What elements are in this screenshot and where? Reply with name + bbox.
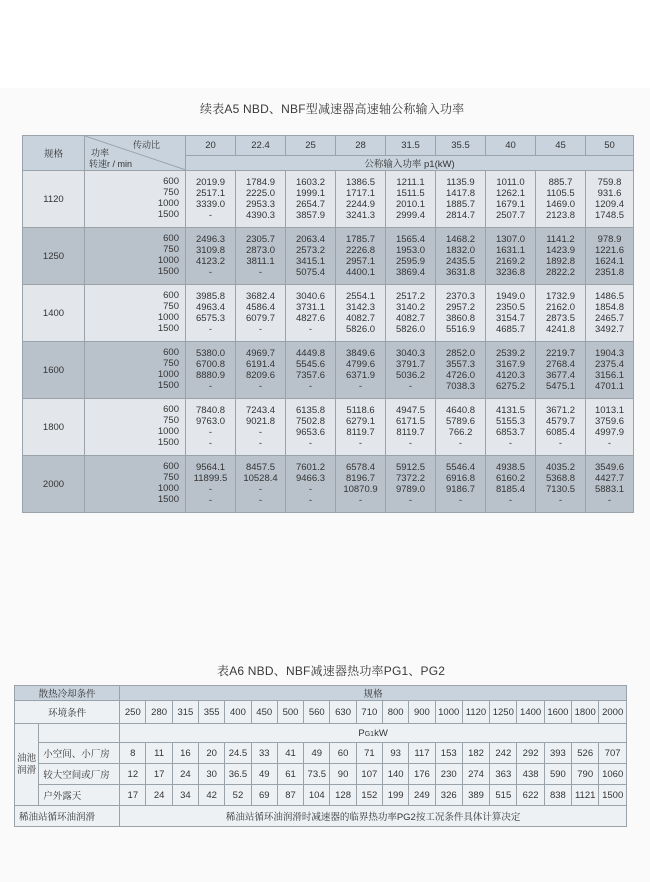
size-header: 500 [277, 701, 303, 724]
circulation-lubrication-label: 稀油站循环油润滑 [15, 806, 120, 827]
power-value-cell: 3849.6 4799.6 6371.9 - [336, 342, 386, 399]
thermal-power-cell: 49 [304, 743, 330, 764]
power-value-cell: 1486.5 1854.8 2465.7 3492.7 [586, 285, 634, 342]
thermal-power-cell: 90 [330, 764, 356, 785]
thermal-power-cell: 526 [572, 743, 599, 764]
power-value-cell: 885.7 1105.5 1469.0 2123.8 [536, 171, 586, 228]
speed-cell: 600 750 1000 1500 [85, 285, 186, 342]
table-a6-title: 表A6 NBD、NBF减速器热功率PG1、PG2 [217, 664, 446, 678]
power-value-cell: 1949.0 2350.5 3154.7 4685.7 [486, 285, 536, 342]
thermal-power-cell: 790 [572, 764, 599, 785]
thermal-power-cell: 71 [356, 743, 382, 764]
thermal-power-cell: 249 [409, 785, 435, 806]
circulation-note: 稀油站循环油润滑时减速器的临界热功率PG2按工况条件具体计算决定 [120, 806, 627, 827]
environment-label: 户外露天 [39, 785, 120, 806]
environment-header: 环境条件 [15, 701, 120, 724]
power-value-cell: 2517.2 3140.2 4082.7 5826.0 [386, 285, 436, 342]
thermal-power-cell: 1500 [599, 785, 627, 806]
power-value-cell: 7840.8 9763.0 - - [186, 399, 236, 456]
speed-cell: 600 750 1000 1500 [85, 171, 186, 228]
thermal-power-cell: 199 [383, 785, 409, 806]
power-value-cell: 1141.2 1423.9 1892.8 2822.2 [536, 228, 586, 285]
thermal-power-cell: 128 [330, 785, 356, 806]
thermal-power-cell: 52 [225, 785, 251, 806]
thermal-power-cell: 230 [435, 764, 462, 785]
power-value-cell: 2063.4 2573.2 3415.1 5075.4 [286, 228, 336, 285]
size-header: 1250 [490, 701, 517, 724]
table-a5-title: 续表A5 NBD、NBF型减速器高速轴公称输入功率 [200, 102, 465, 116]
thermal-power-cell: 104 [304, 785, 330, 806]
thermal-power-cell: 1060 [599, 764, 627, 785]
blank-cell [39, 724, 120, 743]
power-value-cell: 1135.9 1417.8 1885.7 2814.7 [436, 171, 486, 228]
ratio-header: 35.5 [436, 136, 486, 156]
thermal-power-cell: 24 [146, 785, 172, 806]
size-header: 355 [199, 701, 225, 724]
power-value-cell: 1386.5 1717.1 2244.9 3241.3 [336, 171, 386, 228]
spec-cell: 2000 [23, 456, 85, 513]
thermal-power-cell: 182 [462, 743, 489, 764]
power-value-cell: 3682.4 4586.4 6079.7 - [236, 285, 286, 342]
thermal-power-cell: 24 [172, 764, 198, 785]
thermal-power-cell: 389 [462, 785, 489, 806]
thermal-power-cell: 87 [277, 785, 303, 806]
thermal-power-cell: 8 [120, 743, 146, 764]
size-header: 2000 [599, 701, 627, 724]
power-value-cell: 1011.0 1262.1 1679.1 2507.7 [486, 171, 536, 228]
thermal-power-cell: 17 [146, 764, 172, 785]
size-header: 630 [330, 701, 356, 724]
thermal-power-cell: 11 [146, 743, 172, 764]
power-value-cell: 2852.0 3557.3 4726.0 7038.3 [436, 342, 486, 399]
size-header: 1400 [517, 701, 544, 724]
thermal-power-cell: 590 [544, 764, 571, 785]
size-header: 250 [120, 701, 146, 724]
power-value-cell: 7601.2 9466.3 - - [286, 456, 336, 513]
ratio-header: 50 [586, 136, 634, 156]
power-value-cell: 8457.5 10528.4 - - [236, 456, 286, 513]
table-row [15, 743, 627, 764]
power-value-cell: 5118.6 6279.1 8119.7 - [336, 399, 386, 456]
power-value-cell: 1904.3 2375.4 3156.1 4701.1 [586, 342, 634, 399]
power-value-cell: 1732.9 2162.0 2873.5 4241.8 [536, 285, 586, 342]
cooling-condition-header: 散热冷却条件 [15, 686, 120, 701]
power-value-cell: 3549.6 4427.7 5883.1 - [586, 456, 634, 513]
power-value-cell: 4947.5 6171.5 8119.7 - [386, 399, 436, 456]
power-value-cell: 3985.8 4963.4 6575.3 - [186, 285, 236, 342]
speed-cell: 600 750 1000 1500 [85, 456, 186, 513]
power-value-cell: 2554.1 3142.3 4082.7 5826.0 [336, 285, 386, 342]
power-value-cell: 2019.9 2517.1 3339.0 - [186, 171, 236, 228]
size-header: 450 [251, 701, 277, 724]
thermal-power-cell: 17 [120, 785, 146, 806]
table-row [15, 785, 627, 806]
power-value-cell: 3671.2 4579.7 6085.4 - [536, 399, 586, 456]
thermal-power-cell: 1121 [572, 785, 599, 806]
power-label: 功率 [91, 148, 110, 158]
size-header: 1800 [572, 701, 599, 724]
power-value-cell: 759.8 931.6 1209.4 1748.5 [586, 171, 634, 228]
ratio-header: 28 [336, 136, 386, 156]
oil-bath-label: 油池 润滑 [15, 724, 39, 806]
thermal-power-cell: 42 [199, 785, 225, 806]
spec-cell: 1120 [23, 171, 85, 228]
spec-cell: 1250 [23, 228, 85, 285]
power-value-cell: 6135.8 7502.8 9653.6 - [286, 399, 336, 456]
speed-cell: 600 750 1000 1500 [85, 342, 186, 399]
ratio-label: 传动比 [133, 140, 161, 150]
speed-cell: 600 750 1000 1500 [85, 228, 186, 285]
ratio-header: 45 [536, 136, 586, 156]
size-header: 1000 [435, 701, 462, 724]
thermal-power-cell: 242 [490, 743, 517, 764]
thermal-power-cell: 707 [599, 743, 627, 764]
thermal-power-cell: 93 [383, 743, 409, 764]
power-value-cell: 9564.1 11899.5 - - [186, 456, 236, 513]
power-value-cell: 2219.7 2768.4 3677.4 5475.1 [536, 342, 586, 399]
thermal-power-cell: 60 [330, 743, 356, 764]
power-value-cell: 1307.0 1631.1 2169.2 3236.8 [486, 228, 536, 285]
power-unit-label: PG1kW [120, 724, 627, 743]
table-a5 [22, 135, 634, 513]
ratio-header: 31.5 [386, 136, 436, 156]
thermal-power-cell: 73.5 [304, 764, 330, 785]
power-value-cell: 2496.3 3109.8 4123.2 - [186, 228, 236, 285]
thermal-power-cell: 438 [517, 764, 544, 785]
power-value-cell: 2305.7 2873.0 3811.1 - [236, 228, 286, 285]
power-value-cell: 4938.5 6160.2 8185.4 - [486, 456, 536, 513]
table-row [15, 764, 627, 785]
ratio-header: 22.4 [236, 136, 286, 156]
environment-label: 较大空间或厂房 [39, 764, 120, 785]
thermal-power-cell: 363 [490, 764, 517, 785]
table-row [23, 399, 634, 456]
thermal-power-cell: 152 [356, 785, 382, 806]
thermal-power-cell: 20 [199, 743, 225, 764]
thermal-power-cell: 838 [544, 785, 571, 806]
power-value-cell: 2539.2 3167.9 4120.3 6275.2 [486, 342, 536, 399]
thermal-power-cell: 153 [435, 743, 462, 764]
power-subheader: 公称输入功率 p1(kW) [186, 155, 634, 170]
thermal-power-cell: 393 [544, 743, 571, 764]
spec-cell: 1400 [23, 285, 85, 342]
thermal-power-cell: 69 [251, 785, 277, 806]
power-value-cell: 3040.3 3791.7 5036.2 - [386, 342, 436, 399]
thermal-power-cell: 326 [435, 785, 462, 806]
power-value-cell: 1784.9 2225.0 2953.3 4390.3 [236, 171, 286, 228]
thermal-power-cell: 61 [277, 764, 303, 785]
power-value-cell: 5380.0 6700.8 8880.9 - [186, 342, 236, 399]
power-value-cell: 4640.8 5789.6 766.2 - [436, 399, 486, 456]
power-value-cell: 4969.7 6191.4 8209.6 - [236, 342, 286, 399]
size-header: 400 [225, 701, 251, 724]
thermal-power-cell: 16 [172, 743, 198, 764]
table-row [23, 171, 634, 228]
power-value-cell: 4131.5 5155.3 6853.7 - [486, 399, 536, 456]
thermal-power-cell: 12 [120, 764, 146, 785]
power-value-cell: 6578.4 8196.7 10870.9 - [336, 456, 386, 513]
power-value-cell: 7243.4 9021.8 - - [236, 399, 286, 456]
thermal-power-cell: 30 [199, 764, 225, 785]
power-value-cell: 2370.3 2957.2 3860.8 5516.9 [436, 285, 486, 342]
power-value-cell: 5546.4 6916.8 9186.7 - [436, 456, 486, 513]
ratio-header: 25 [286, 136, 336, 156]
environment-label: 小空间、小厂房 [39, 743, 120, 764]
power-value-cell: 1013.1 3759.6 4997.9 - [586, 399, 634, 456]
size-header: 315 [172, 701, 198, 724]
thermal-power-cell: 24.5 [225, 743, 251, 764]
speed-cell: 600 750 1000 1500 [85, 399, 186, 456]
size-header: 560 [304, 701, 330, 724]
power-value-cell: 4035.2 5368.8 7130.5 - [536, 456, 586, 513]
power-value-cell: 1565.4 1953.0 2595.9 3869.4 [386, 228, 436, 285]
size-header: 1600 [544, 701, 571, 724]
thermal-power-cell: 274 [462, 764, 489, 785]
size-header: 900 [409, 701, 435, 724]
power-value-cell: 5912.5 7372.2 9789.0 - [386, 456, 436, 513]
spec-header: 规格 [120, 686, 627, 701]
thermal-power-cell: 107 [356, 764, 382, 785]
table-a6 [14, 685, 627, 827]
table-row [23, 456, 634, 513]
thermal-power-cell: 34 [172, 785, 198, 806]
table-row [23, 342, 634, 399]
spec-cell: 1800 [23, 399, 85, 456]
thermal-power-cell: 33 [251, 743, 277, 764]
power-value-cell: 1211.1 1511.5 2010.1 2999.4 [386, 171, 436, 228]
header-corner [85, 136, 186, 171]
power-value-cell: 3040.6 3731.1 4827.6 - [286, 285, 336, 342]
thermal-power-cell: 515 [490, 785, 517, 806]
power-value-cell: 1785.7 2226.8 2957.1 4400.1 [336, 228, 386, 285]
size-header: 280 [146, 701, 172, 724]
ratio-header: 40 [486, 136, 536, 156]
thermal-power-cell: 49 [251, 764, 277, 785]
spec-cell: 1600 [23, 342, 85, 399]
speed-label: 转速r / min [89, 159, 133, 169]
power-value-cell: 1603.2 1999.1 2654.7 3857.9 [286, 171, 336, 228]
thermal-power-cell: 292 [517, 743, 544, 764]
power-value-cell: 978.9 1221.6 1624.1 2351.8 [586, 228, 634, 285]
size-header: 800 [383, 701, 409, 724]
size-header: 710 [356, 701, 382, 724]
thermal-power-cell: 36.5 [225, 764, 251, 785]
power-value-cell: 4449.8 5545.6 7357.6 - [286, 342, 336, 399]
thermal-power-cell: 41 [277, 743, 303, 764]
power-value-cell: 1468.2 1832.0 2435.5 3631.8 [436, 228, 486, 285]
ratio-header: 20 [186, 136, 236, 156]
spec-header: 规格 [23, 136, 85, 171]
thermal-power-cell: 622 [517, 785, 544, 806]
table-row [23, 285, 634, 342]
table-row [23, 228, 634, 285]
thermal-power-cell: 117 [409, 743, 435, 764]
size-header: 1120 [462, 701, 489, 724]
thermal-power-cell: 176 [409, 764, 435, 785]
thermal-power-cell: 140 [383, 764, 409, 785]
